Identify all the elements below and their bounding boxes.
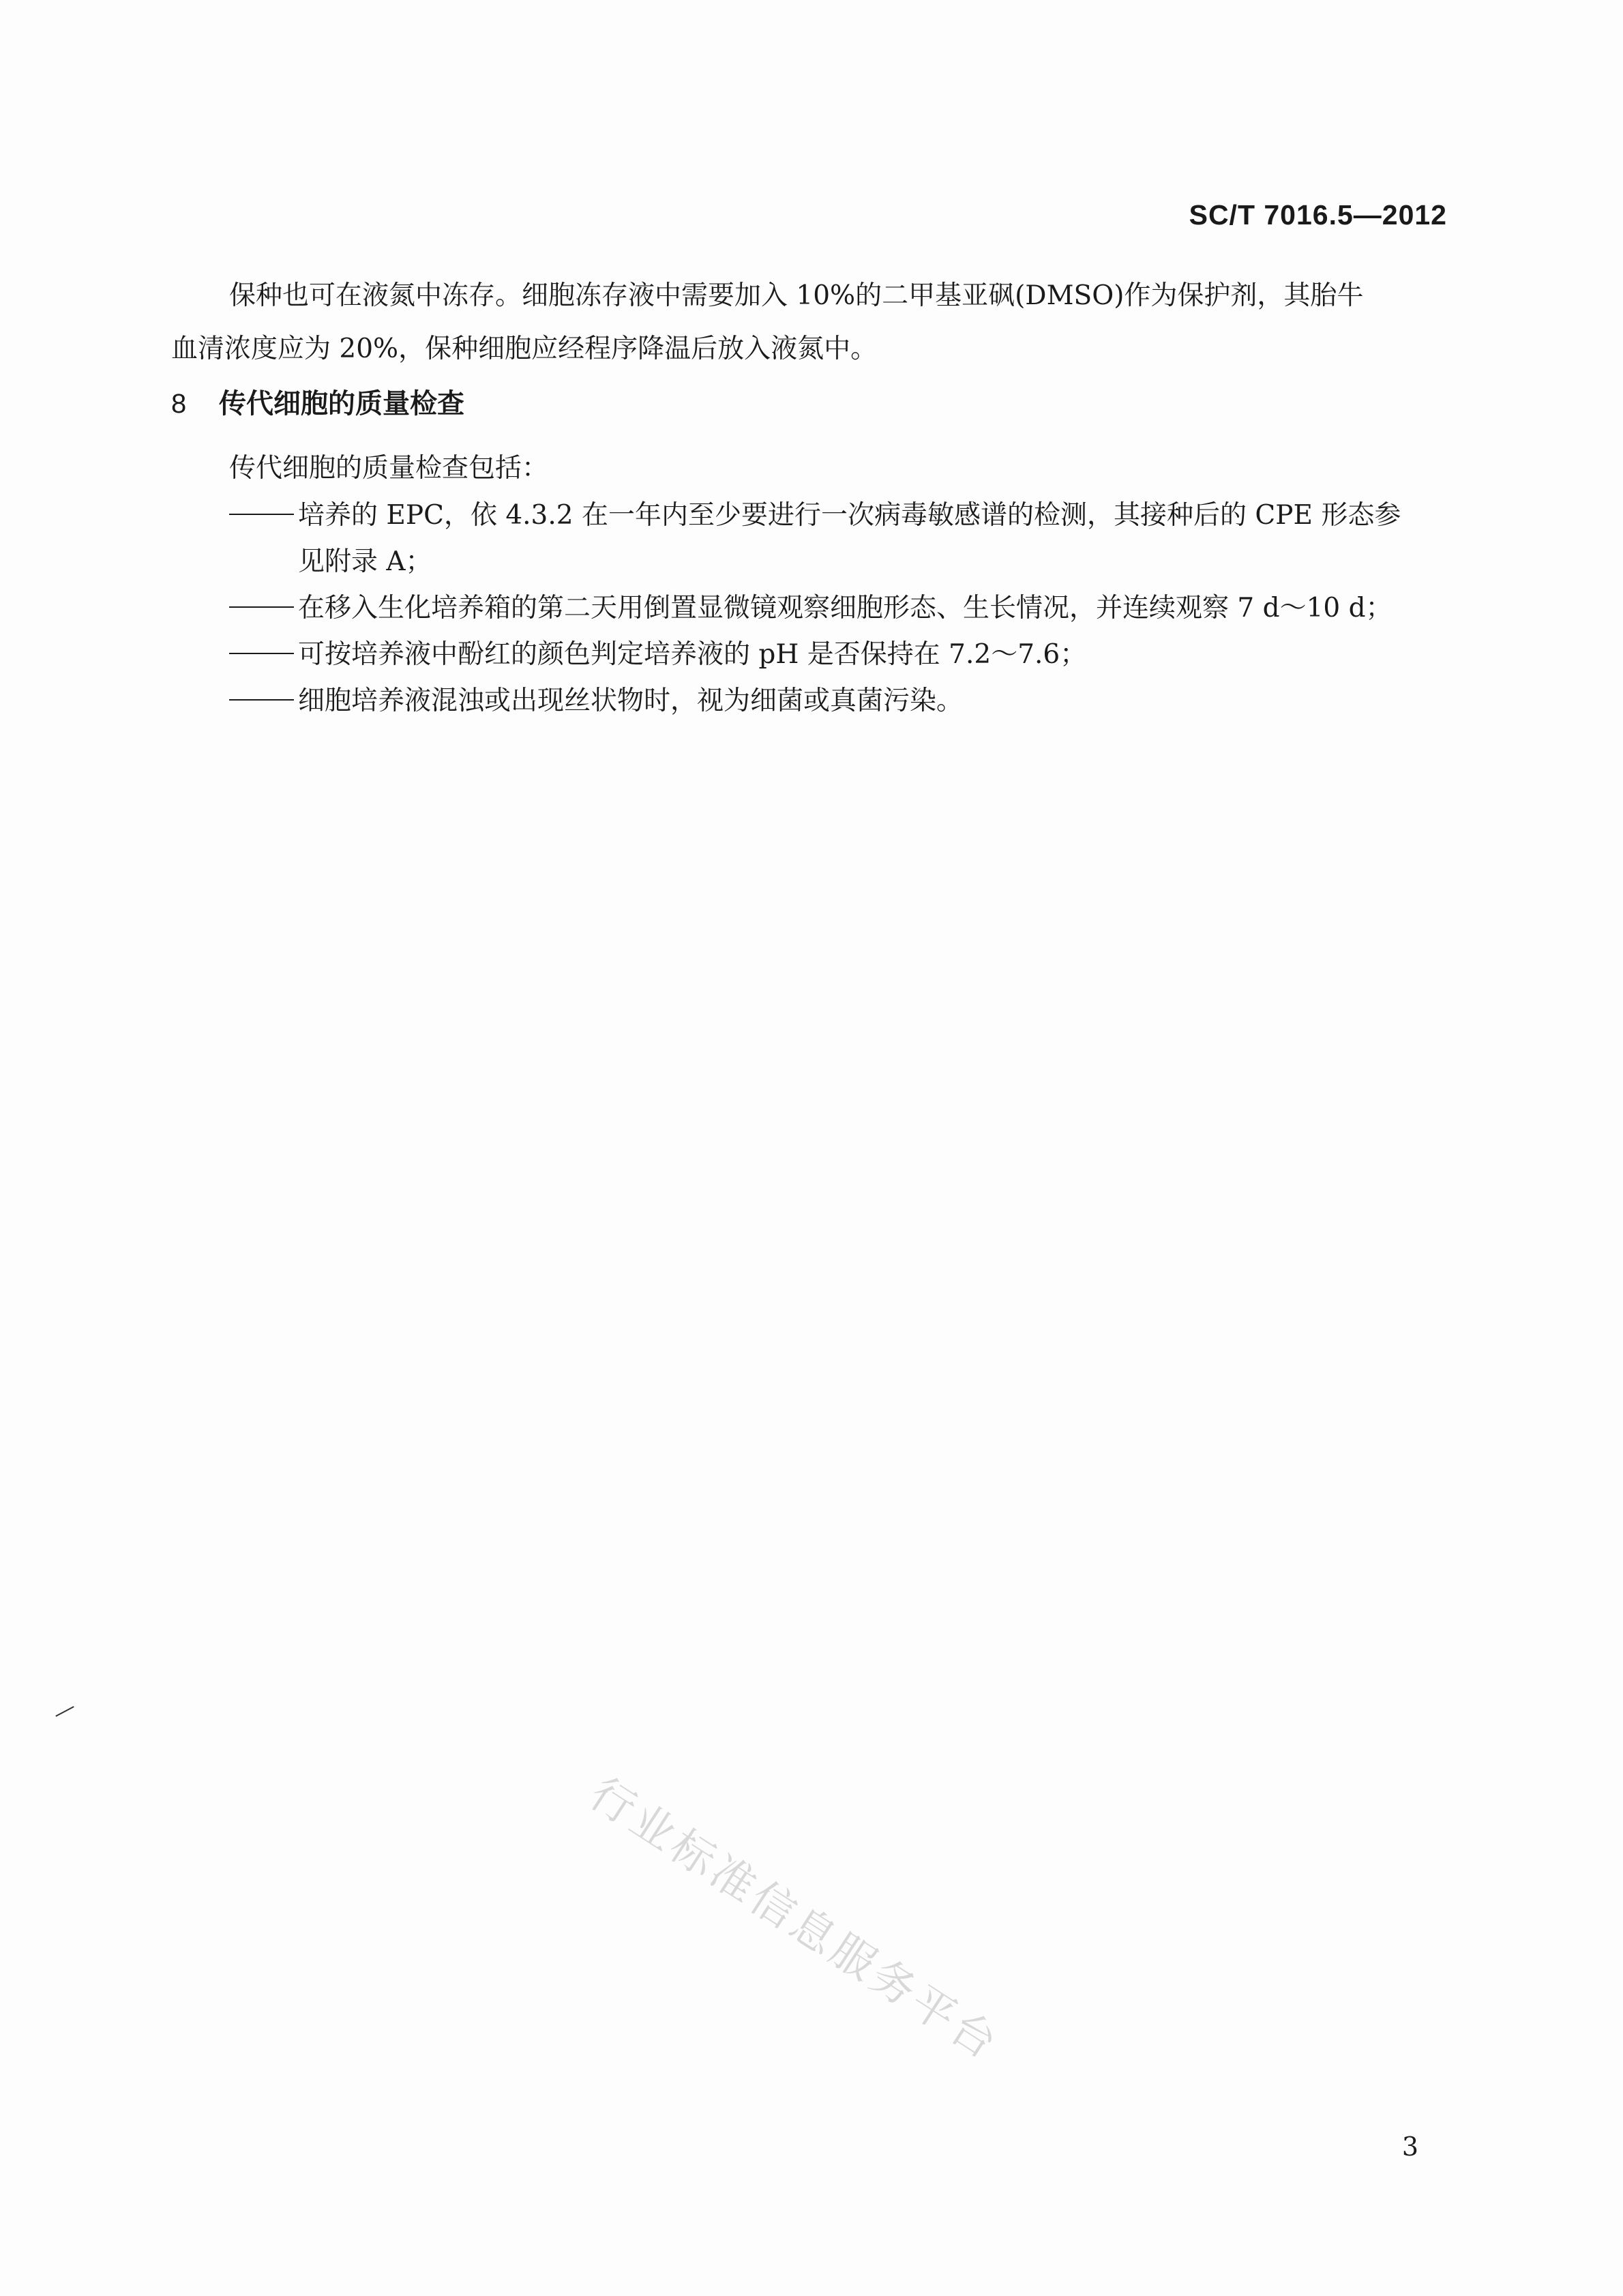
list-item-text: 在移入生化培养箱的第二天用倒置显微镜观察细胞形态、生长情况，并连续观察 7 d～10 d； bbox=[298, 593, 1393, 623]
em-dash bbox=[229, 653, 294, 654]
section-intro: 传代细胞的质量检查包括： bbox=[229, 453, 549, 484]
page-number: 3 bbox=[1401, 2132, 1418, 2162]
standard-code: SC/T 7016.5—2012 bbox=[1189, 199, 1447, 231]
paragraph-line: 保种也可在液氮中冻存。细胞冻存液中需要加入 10%的二甲基亚砜(DMSO)作为保护剂，其胎牛 bbox=[229, 280, 1364, 311]
list-item-continuation: 见附录 A； bbox=[298, 546, 432, 577]
section-heading bbox=[171, 382, 464, 421]
list-item-text: 培养的 EPC，依 4.3.2 在一年内至少要进行一次病毒敏感谱的检测，其接种后的 CPE 形态参 bbox=[298, 500, 1401, 531]
em-dash bbox=[229, 514, 294, 515]
list-item bbox=[229, 492, 1453, 585]
paragraph-storage bbox=[171, 269, 1453, 376]
paragraph-line: 血清浓度应为 20%，保种细胞应经程序降温后放入液氮中。 bbox=[171, 334, 878, 364]
watermark: 行业标准信息服务平台 bbox=[580, 1768, 1009, 2071]
section-number: 8 bbox=[171, 389, 187, 419]
list-item-text: 细胞培养液混浊或出现丝状物时，视为细菌或真菌污染。 bbox=[298, 686, 964, 716]
list-item bbox=[229, 585, 1453, 632]
em-dash bbox=[229, 606, 294, 608]
list-item bbox=[229, 632, 1453, 678]
list-item-text: 可按培养液中酚红的颜色判定培养液的 pH 是否保持在 7.2～7.6； bbox=[298, 639, 1087, 670]
list-item bbox=[229, 678, 1453, 724]
check-item-list bbox=[229, 492, 1453, 724]
em-dash bbox=[229, 699, 294, 701]
section-title: 传代细胞的质量检查 bbox=[219, 389, 464, 419]
scan-mark bbox=[55, 1706, 74, 1717]
